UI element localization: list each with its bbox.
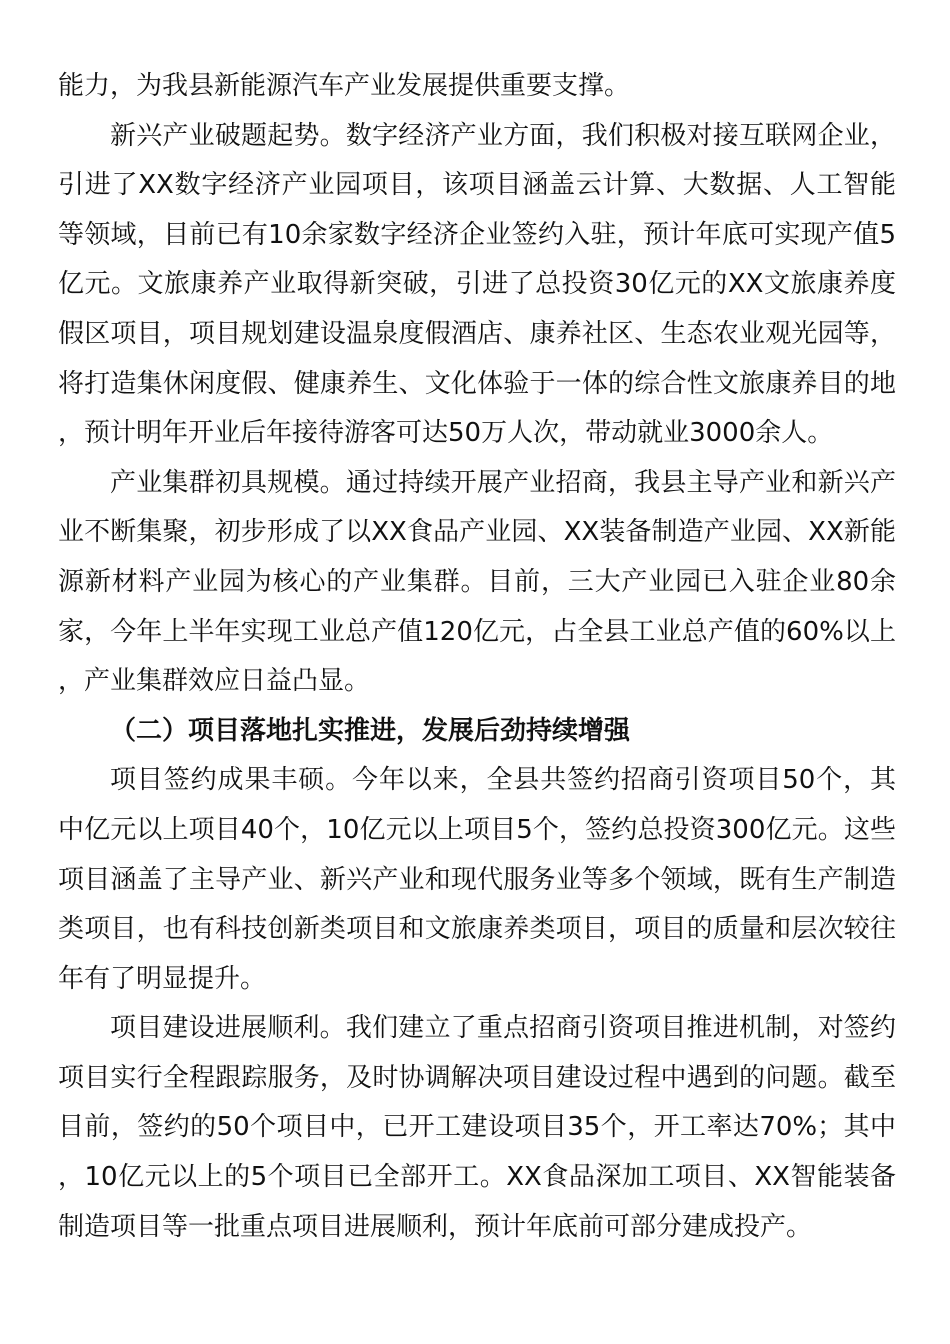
paragraph-project-construction: 项目建设进展顺利。我们建立了重点招商引资项目推进机制，对签约项目实行全程跟踪服务，及时协调解决项目建设过程中遇到的问题。截至目前，签约的50个项目中，已开工建设项目35个，开工率达70%；其中，10亿元以上的5个项目已全部开工。XX食品深加工项目、XX智能装备制造项目等一批重点项目进展顺利，预计年底前可部分建成投产。 — [58, 1013, 896, 1242]
section-heading: （二）项目落地扎实推进，发展后劲持续增强 — [110, 715, 631, 746]
paragraph-emerging-industries: 新兴产业破题起势。数字经济产业方面，我们积极对接互联网企业，引进了XX数字经济产业园项目，该项目涵盖云计算、大数据、人工智能等领域，目前已有10余家数字经济企业签约入驻，预计年底可实现产值5亿元。文旅康养产业取得新突破，引进了总投资30亿元的XX文旅康养度假区项目，项目规划建设温泉度假酒店、康养社区、生态农业观光园等，将打造集休闲度假、健康养生、文化体验于一体的综合性文旅康养目的地，预计明年开业后年接待游客可达50万人次，带动就业3000余人。 — [58, 120, 896, 449]
paragraph-continuation: 能力，为我县新能源汽车产业发展提供重要支撑。 — [58, 71, 631, 101]
paragraph-industry-clusters: 产业集群初具规模。通过持续开展产业招商，我县主导产业和新兴产业不断集聚，初步形成了以XX食品产业园、XX装备制造产业园、XX新能源新材料产业园为核心的产业集群。目前，三大产业园已入驻企业80余家，今年上半年实现工业总产值120亿元，占全县工业总产值的60%以上，产业集群效应日益凸显。 — [58, 467, 896, 697]
paragraph-project-signing: 项目签约成果丰硕。今年以来，全县共签约招商引资项目50个，其中亿元以上项目40个，10亿元以上项目5个，签约总投资300亿元。这些项目涵盖了主导产业、新兴产业和现代服务业等多个领域，既有生产制造类项目，也有科技创新类项目和文旅康养类项目，项目的质量和层次较往年有了明显提升。 — [58, 765, 896, 994]
document-body — [58, 62, 896, 1252]
